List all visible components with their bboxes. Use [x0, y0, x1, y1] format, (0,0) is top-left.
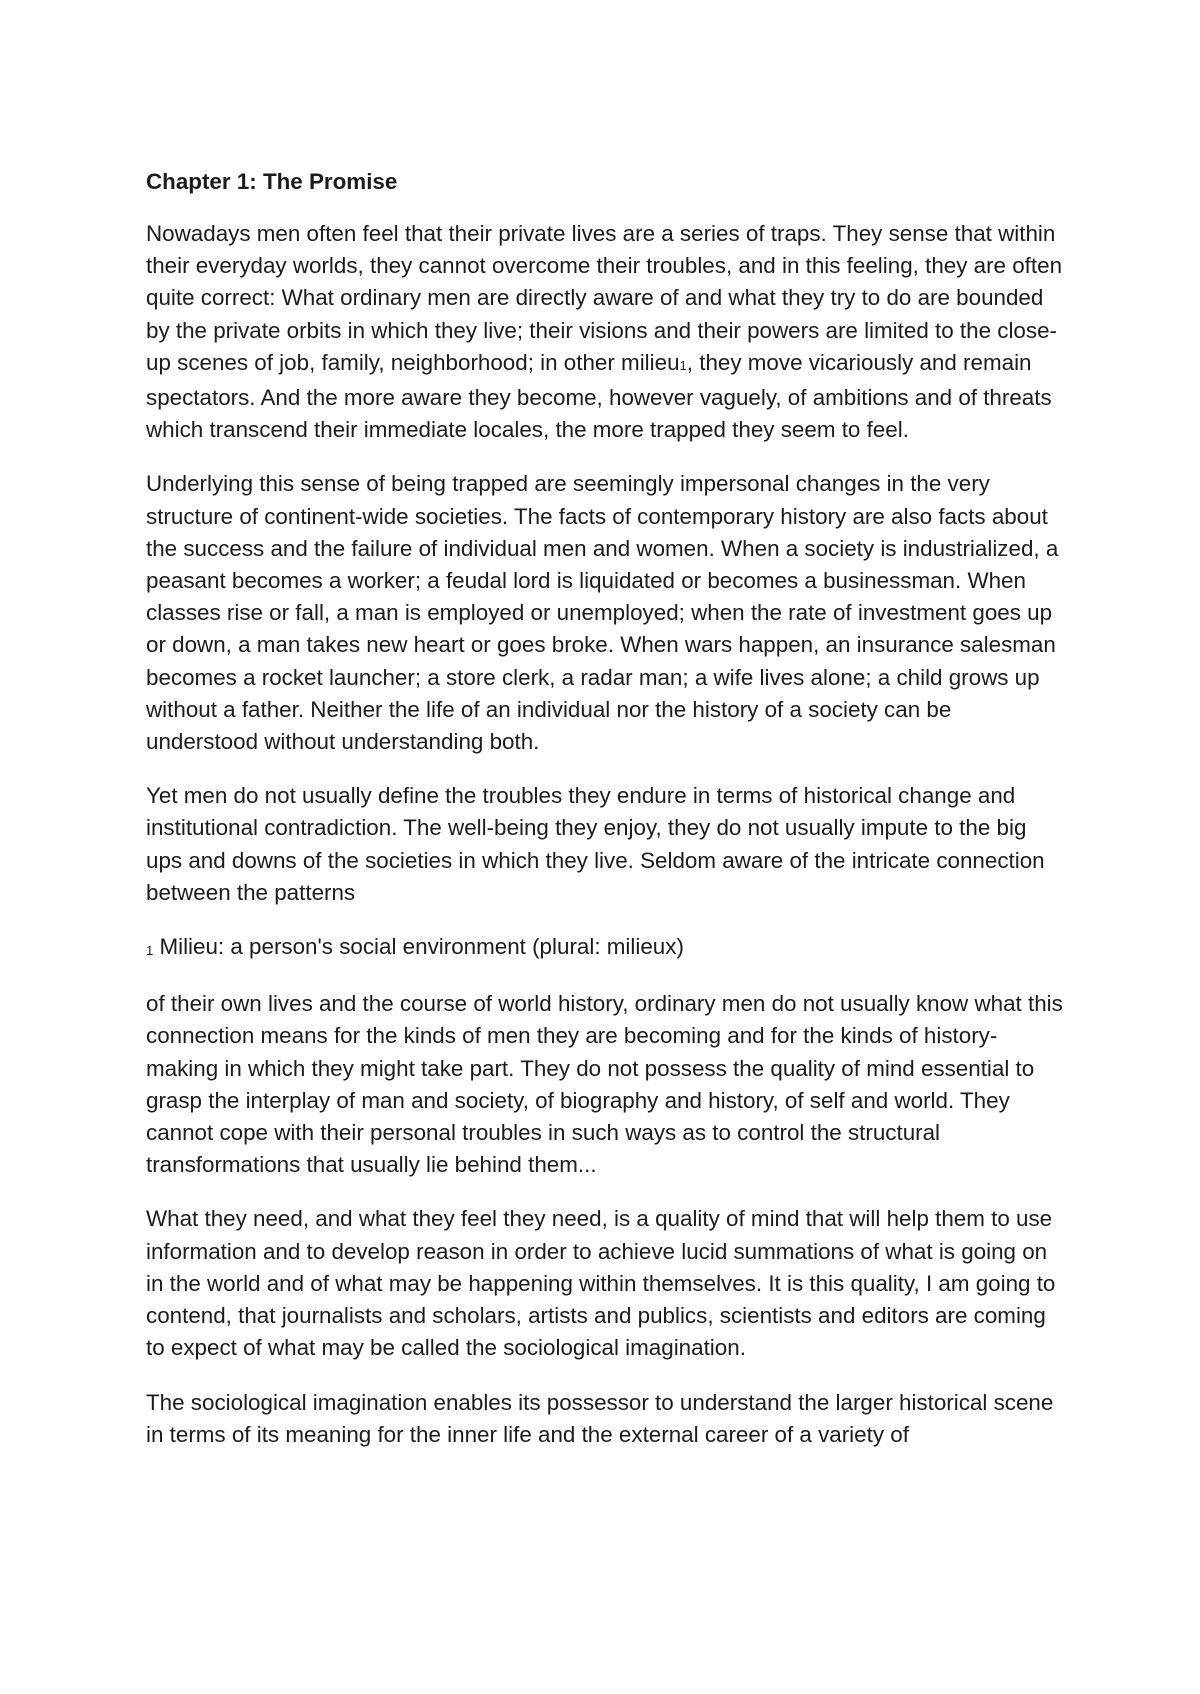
paragraph-1-text-start: Nowadays men often feel that their private lives are a series of traps. They sense that within their everyday worlds, they cannot overcome their troubles, and in this feeling, they are often quite correct: What ordinary men are directly aware of and what they try to do are bounded by the private orbits in which they live; their visions and their powers are limited to the close-up scenes of job, family, neighborhood; in other milieu	[146, 221, 1063, 375]
paragraph-4: of their own lives and the course of world history, ordinary men do not usually know what this connection means for the kinds of men they are becoming and for the kinds of history-making in which they might take part. They do not possess the quality of mind essential to grasp the interplay of man and society, of biography and history, of self and world. They cannot cope with their personal troubles in such ways as to control the structural transformations that usually lie behind them...	[146, 991, 1063, 1178]
paragraph-1	[146, 218, 1066, 446]
paragraph-6: The sociological imagination enables its possessor to understand the larger historical scene in terms of its meaning for the inner life and the external career of a variety of	[146, 1389, 1054, 1447]
chapter-title: Chapter 1: The Promise	[146, 169, 398, 194]
footnote-reference: 1	[679, 357, 687, 373]
paragraph-2: Underlying this sense of being trapped are seemingly impersonal changes in the very structure of continent-wide societies. The facts of contemporary history are also facts about the success and the failure of individual men and women. When a society is industrialized, a peasant becomes a worker; a feudal lord is liquidated or becomes a businessman. When classes rise or fall, a man is employed or unemployed; when the rate of investment goes up or down, a man takes new heart or goes broke. When wars happen, an insurance salesman becomes a rocket launcher; a store clerk, a radar man; a wife lives alone; a child grows up without a father. Neither the life of an individual nor the history of a society can be understood without understanding both.	[146, 471, 1059, 755]
footnote-marker: 1	[146, 943, 154, 959]
paragraph-5: What they need, and what they feel they need, is a quality of mind that will help them to use information and to develop reason in order to achieve lucid summations of what is going on in the world and of what may be happening within themselves. It is this quality, I am going to contend, that journalists and scholars, artists and publics, scientists and editors are coming to expect of what may be called the sociological imagination.	[146, 1206, 1056, 1361]
document-page	[146, 166, 1066, 1473]
footnote	[146, 931, 1066, 966]
paragraph-1-text-end: , they move vicariously and remain spectators. And the more aware they become, however vaguely, of ambitions and of threats which transcend their immediate locales, the more trapped they seem to feel.	[146, 349, 1052, 443]
footnote-text: Milieu: a person's social environment (plural: milieux)	[153, 934, 684, 960]
paragraph-3: Yet men do not usually define the troubles they endure in terms of historical change and institutional contradiction. The well-being they enjoy, they do not usually impute to the big ups and downs of the societies in which they live. Seldom aware of the intricate connection between the patterns	[146, 783, 1045, 905]
